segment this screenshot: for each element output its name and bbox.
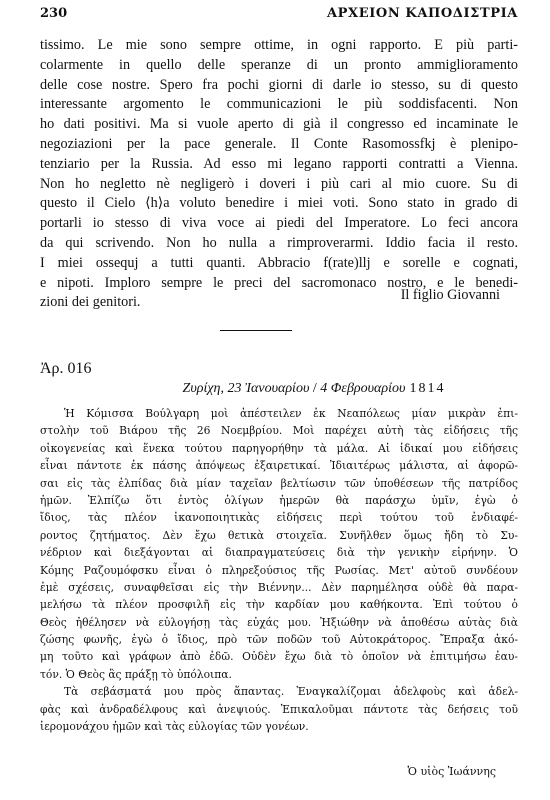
greek-text-line: εἶναι πάντοτε ἐκ πάσης ἀπόψεως ἐξαιρετικαί. Ἰδιαιτέρως μάλιστα, αἱ ἀφορῶ- — [40, 459, 518, 473]
italian-text-line: tenziario per la Russia. Ad esso mi legano rapporti contratti a Vienna. — [40, 155, 518, 172]
italian-text-line: I miei ossequj a tutti quanti. Abbracio f(rate)llj e sorelle e cognati, — [40, 254, 518, 271]
italian-text-line: tissimo. Le mie sono sempre ottime, in ogni rapporto. E più parti- — [40, 37, 518, 53]
page-number: 230 — [40, 6, 68, 21]
section-separator-rule — [220, 330, 292, 331]
greek-text-line: φὰς καὶ ἀνδραδέλφους καὶ ἀνεψιούς. Ἐπικαλοῦμαι πάντοτε τὰς δεήσεις τοῦ — [40, 702, 518, 716]
greek-text-line: μη τοῦτο καὶ γράφων ἀπὸ ἐδῶ. Οὐδὲν ἔχω διὰ τὸ ὁποῖον νὰ ἐπιτιμήσω ἐαυ- — [40, 650, 518, 664]
italian-letter-body — [40, 36, 518, 313]
greek-text-line: ἴδιος, τὰς πλέον ἱκανοποιητικὰς εἰδήσεις περὶ τούτου τοῦ ἐνδιαφέ- — [40, 511, 518, 525]
italian-text-line: portarli io stesso di viva voce ai piedi del Imperatore. Lo feci ancora — [40, 215, 518, 232]
italian-signature: Il figlio Giovanni — [400, 287, 500, 303]
greek-text-line: σαι εἰς τὰς ἐλπίδας διὰ μίαν ταχεῖαν βελτίωσιν τῶν ὑποθέσεων τῆς πατρίδος — [40, 476, 518, 490]
date-separator: / — [309, 381, 321, 396]
greek-text-line: ἡμῶν. Ἐλπίζω ὅτι ἐντὸς ὀλίγων ἡμερῶν θὰ παράσχω ὑμῖν, ἐγὼ ὁ — [40, 493, 518, 507]
greek-text-line: τόν. Ὁ Θεὸς ἂς πράξῃ τὸ ὑπόλοιπα. — [40, 667, 232, 681]
place-date: Ζυρίχη, 23 Ἰανουαρίου — [182, 381, 310, 396]
italian-text-line: interessante argomento le communicazioni le più soddisfacenti. Non — [40, 96, 518, 113]
italian-text-line: negoziazioni per la pace generale. Il Conte Rasomossfkj è plenipo- — [40, 135, 518, 152]
greek-text-line: Τὰ σεβάσματά μου πρὸς ἅπαντας. Ἐναγκαλίζομαι ἀδελφοὺς καὶ ἀδελ- — [64, 685, 518, 699]
greek-text-line: Θεὸς ἠθέλησεν νὰ εὐλογήσῃ τὰς εὐχάς μου. Ἠξιώθην νὰ ἀποθέσω αὐτὰς διὰ — [40, 615, 518, 629]
greek-text-line: Κόμης Ραζουμόφσκυ εἶναι ὁ πληρεξούσιος τῆς Ρωσίας. Μετ' αὐτοῦ συνδέουν — [40, 563, 518, 577]
page-header — [40, 6, 518, 24]
italian-text-line: e nipoti. Imploro sempre le preci del sacromonaco nostro, e le benedi- — [40, 274, 518, 291]
greek-translation-body — [40, 405, 518, 735]
greek-text-line: μελήσω τὰ πλέον προσφιλῆ εἰς τὴν καρδίαν μου καθήκοντα. Ἐπὶ τούτου ὁ — [40, 598, 518, 612]
document-year: 1814 — [409, 381, 446, 396]
document-number: Ἀρ. 016 — [40, 360, 92, 377]
greek-text-line: στολὴν τοῦ Βιάρου τῆς 26 Νοεμβρίου. Μοὶ παρέχει αὐτὴ τὰς εἰδήσεις τῆς — [40, 424, 518, 438]
italian-text-line: delle cose nostre. Spero fra pochi giorni di darle io stesso, su di questo — [40, 76, 518, 93]
document-dateline — [40, 381, 518, 397]
greek-signature: Ὁ υἱὸς Ἰωάννης — [407, 765, 496, 778]
greek-text-line: νέδριον καὶ διεξάγονται αἱ διαπραγματεύσεις διὰ τὴν γενικὴν εἰρήνην. Ὁ — [40, 546, 518, 560]
italian-text-line: colarmente in quello delle speranze di un pronto ammiglioramento — [40, 56, 518, 73]
greek-text-line: ζώσης φωνῆς, ἐγὼ ὁ ἴδιος, πρὸ τῶν ποδῶν τοῦ Αὐτοκράτορος. Ἔπραξα ἀκό- — [40, 633, 518, 647]
italian-text-line: questo il Cielo ⟨h⟩a voluto benedire i miei voti. Sono stato in grado di — [40, 195, 518, 212]
running-title: ΑΡΧΕΙΟΝ ΚΑΠΟΔΙΣΤΡΙΑ — [326, 6, 518, 21]
alternate-date: 4 Φεβρουαρίου — [320, 381, 406, 396]
greek-text-line: ροντος ζητήματος. Δὲν ἔχω θετικὰ στοιχεῖα. Συνῆλθεν ὅμως ἤδη τὸ Συ- — [40, 528, 518, 542]
greek-text-line: οἰκογενείας καὶ ἕνεκα τούτου παρηγορήθην τὰ μάλα. Αἱ ἰδικαί μου εἰδήσεις — [40, 441, 518, 455]
italian-text-line: da qui scrivendo. Non ho nulla a rimproverarmi. Iddio facia il resto. — [40, 234, 518, 251]
greek-text-line: ἐμὲ σχέσεις, συναφθεῖσαι εἰς τὴν Βιέννην... Δὲν παρημέλησα οὐδὲ θὰ παρα- — [40, 580, 518, 594]
greek-text-line: Ἡ Κόμισσα Βούλγαρη μοὶ ἀπέστειλεν ἐκ Νεαπόλεως μίαν μικρὰν ἐπι- — [64, 407, 518, 420]
italian-text-line: ho dati positivi. Ma si vuole aperto di già il congresso ed incaminate le — [40, 116, 518, 133]
italian-text-line: zioni dei genitori. — [40, 294, 141, 311]
italian-text-line: Non ho negletto nè negligerò i doveri i più cari al mio cuore. Su di — [40, 175, 518, 192]
greek-text-line: ἱερομονάχου ἡμῶν καὶ τὰς εὐλογίας τῶν γονέων. — [40, 720, 309, 734]
